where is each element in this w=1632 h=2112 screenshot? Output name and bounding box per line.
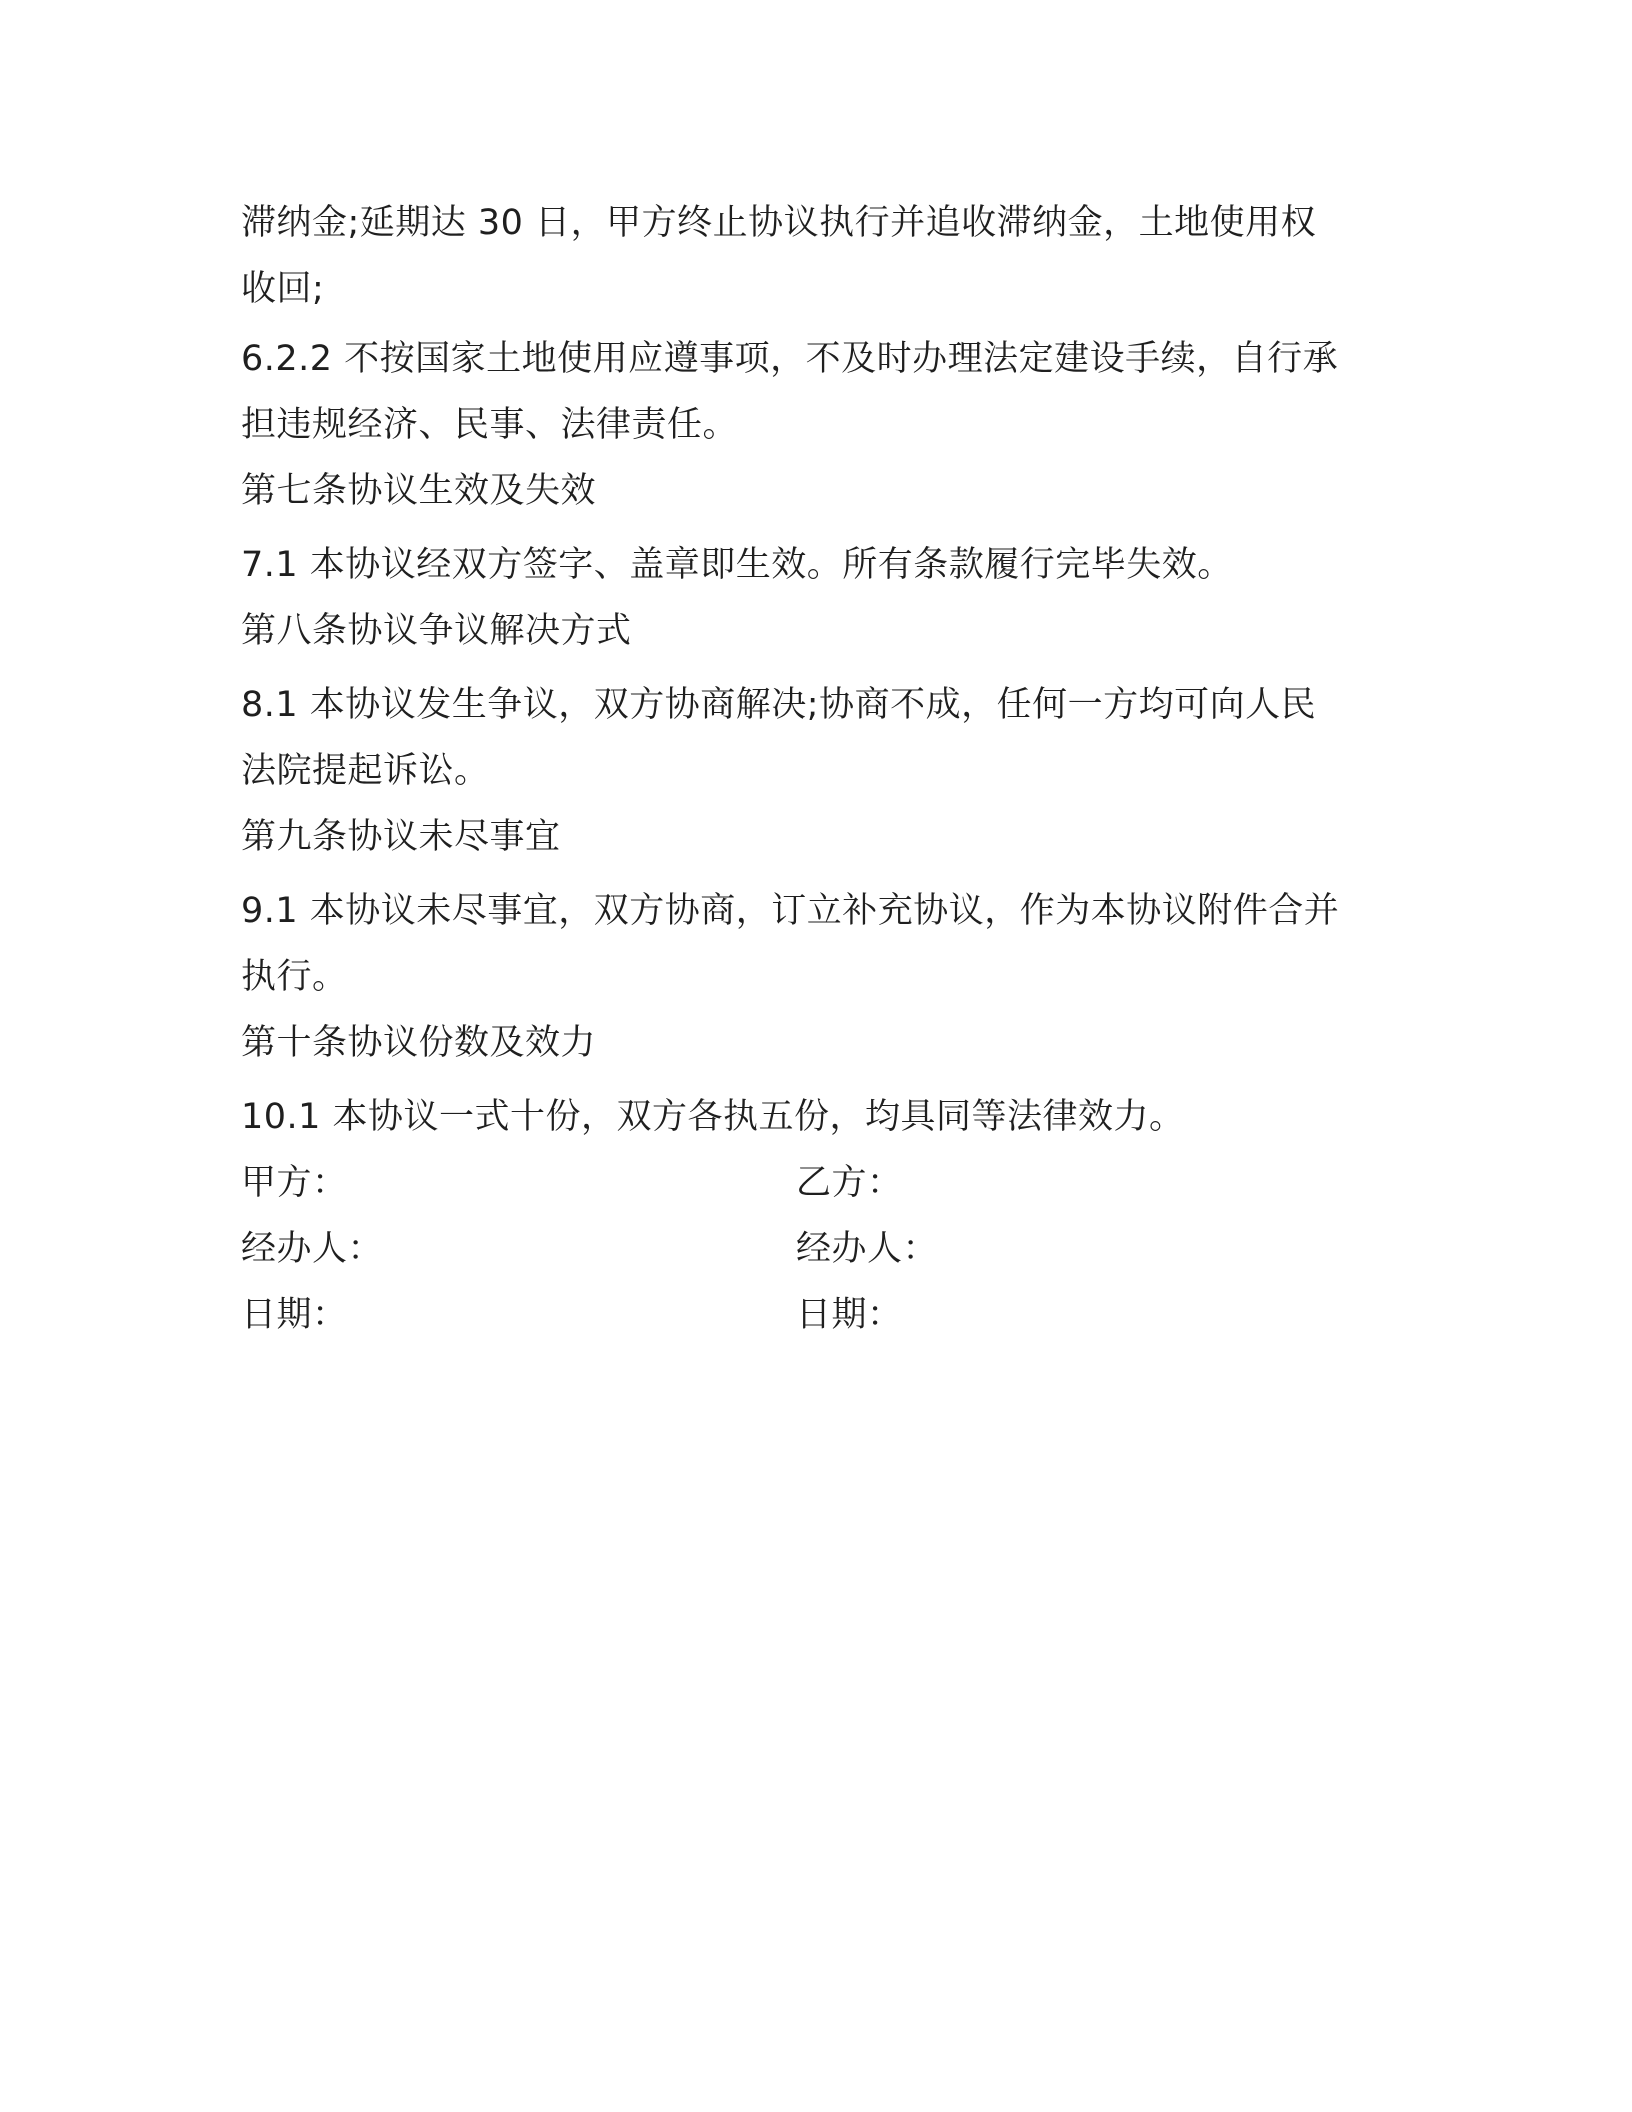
paragraph-line: 收回; [241, 269, 325, 309]
section-heading: 第七条协议生效及失效 [241, 471, 597, 511]
section-heading: 第九条协议未尽事宜 [241, 817, 561, 857]
section-heading: 第八条协议争议解决方式 [241, 611, 632, 651]
party-b-label: 乙方： [796, 1163, 903, 1203]
party-a-label: 甲方： [241, 1163, 348, 1203]
paragraph-line: 7.1 本协议经双方签字、盖章即生效。所有条款履行完毕失效。 [241, 545, 1233, 585]
handler-a-label: 经办人： [241, 1229, 384, 1269]
paragraph-line: 法院提起诉讼。 [241, 751, 490, 791]
paragraph-line: 担违规经济、民事、法律责任。 [241, 405, 739, 445]
paragraph-line: 滞纳金;延期达 30 日，甲方终止协议执行并追收滞纳金，土地使用权 [241, 203, 1317, 243]
paragraph-line: 6.2.2 不按国家土地使用应遵事项，不及时办理法定建设手续，自行承 [241, 339, 1339, 379]
signature-row-party [241, 1150, 1391, 1216]
handler-b-label: 经办人： [796, 1229, 939, 1269]
paragraph-line: 8.1 本协议发生争议，双方协商解决;协商不成，任何一方均可向人民 [241, 685, 1317, 725]
paragraph-line: 执行。 [241, 957, 348, 997]
document-body [241, 190, 1391, 1348]
paragraph-line: 9.1 本协议未尽事宜，双方协商，订立补充协议，作为本协议附件合并 [241, 891, 1340, 931]
paragraph-line: 10.1 本协议一式十份，双方各执五份，均具同等法律效力。 [241, 1097, 1185, 1137]
signature-row-handler [241, 1216, 1391, 1282]
date-b-label: 日期： [796, 1295, 903, 1335]
section-heading: 第十条协议份数及效力 [241, 1023, 597, 1063]
signature-row-date [241, 1282, 1391, 1348]
date-a-label: 日期： [241, 1295, 348, 1335]
